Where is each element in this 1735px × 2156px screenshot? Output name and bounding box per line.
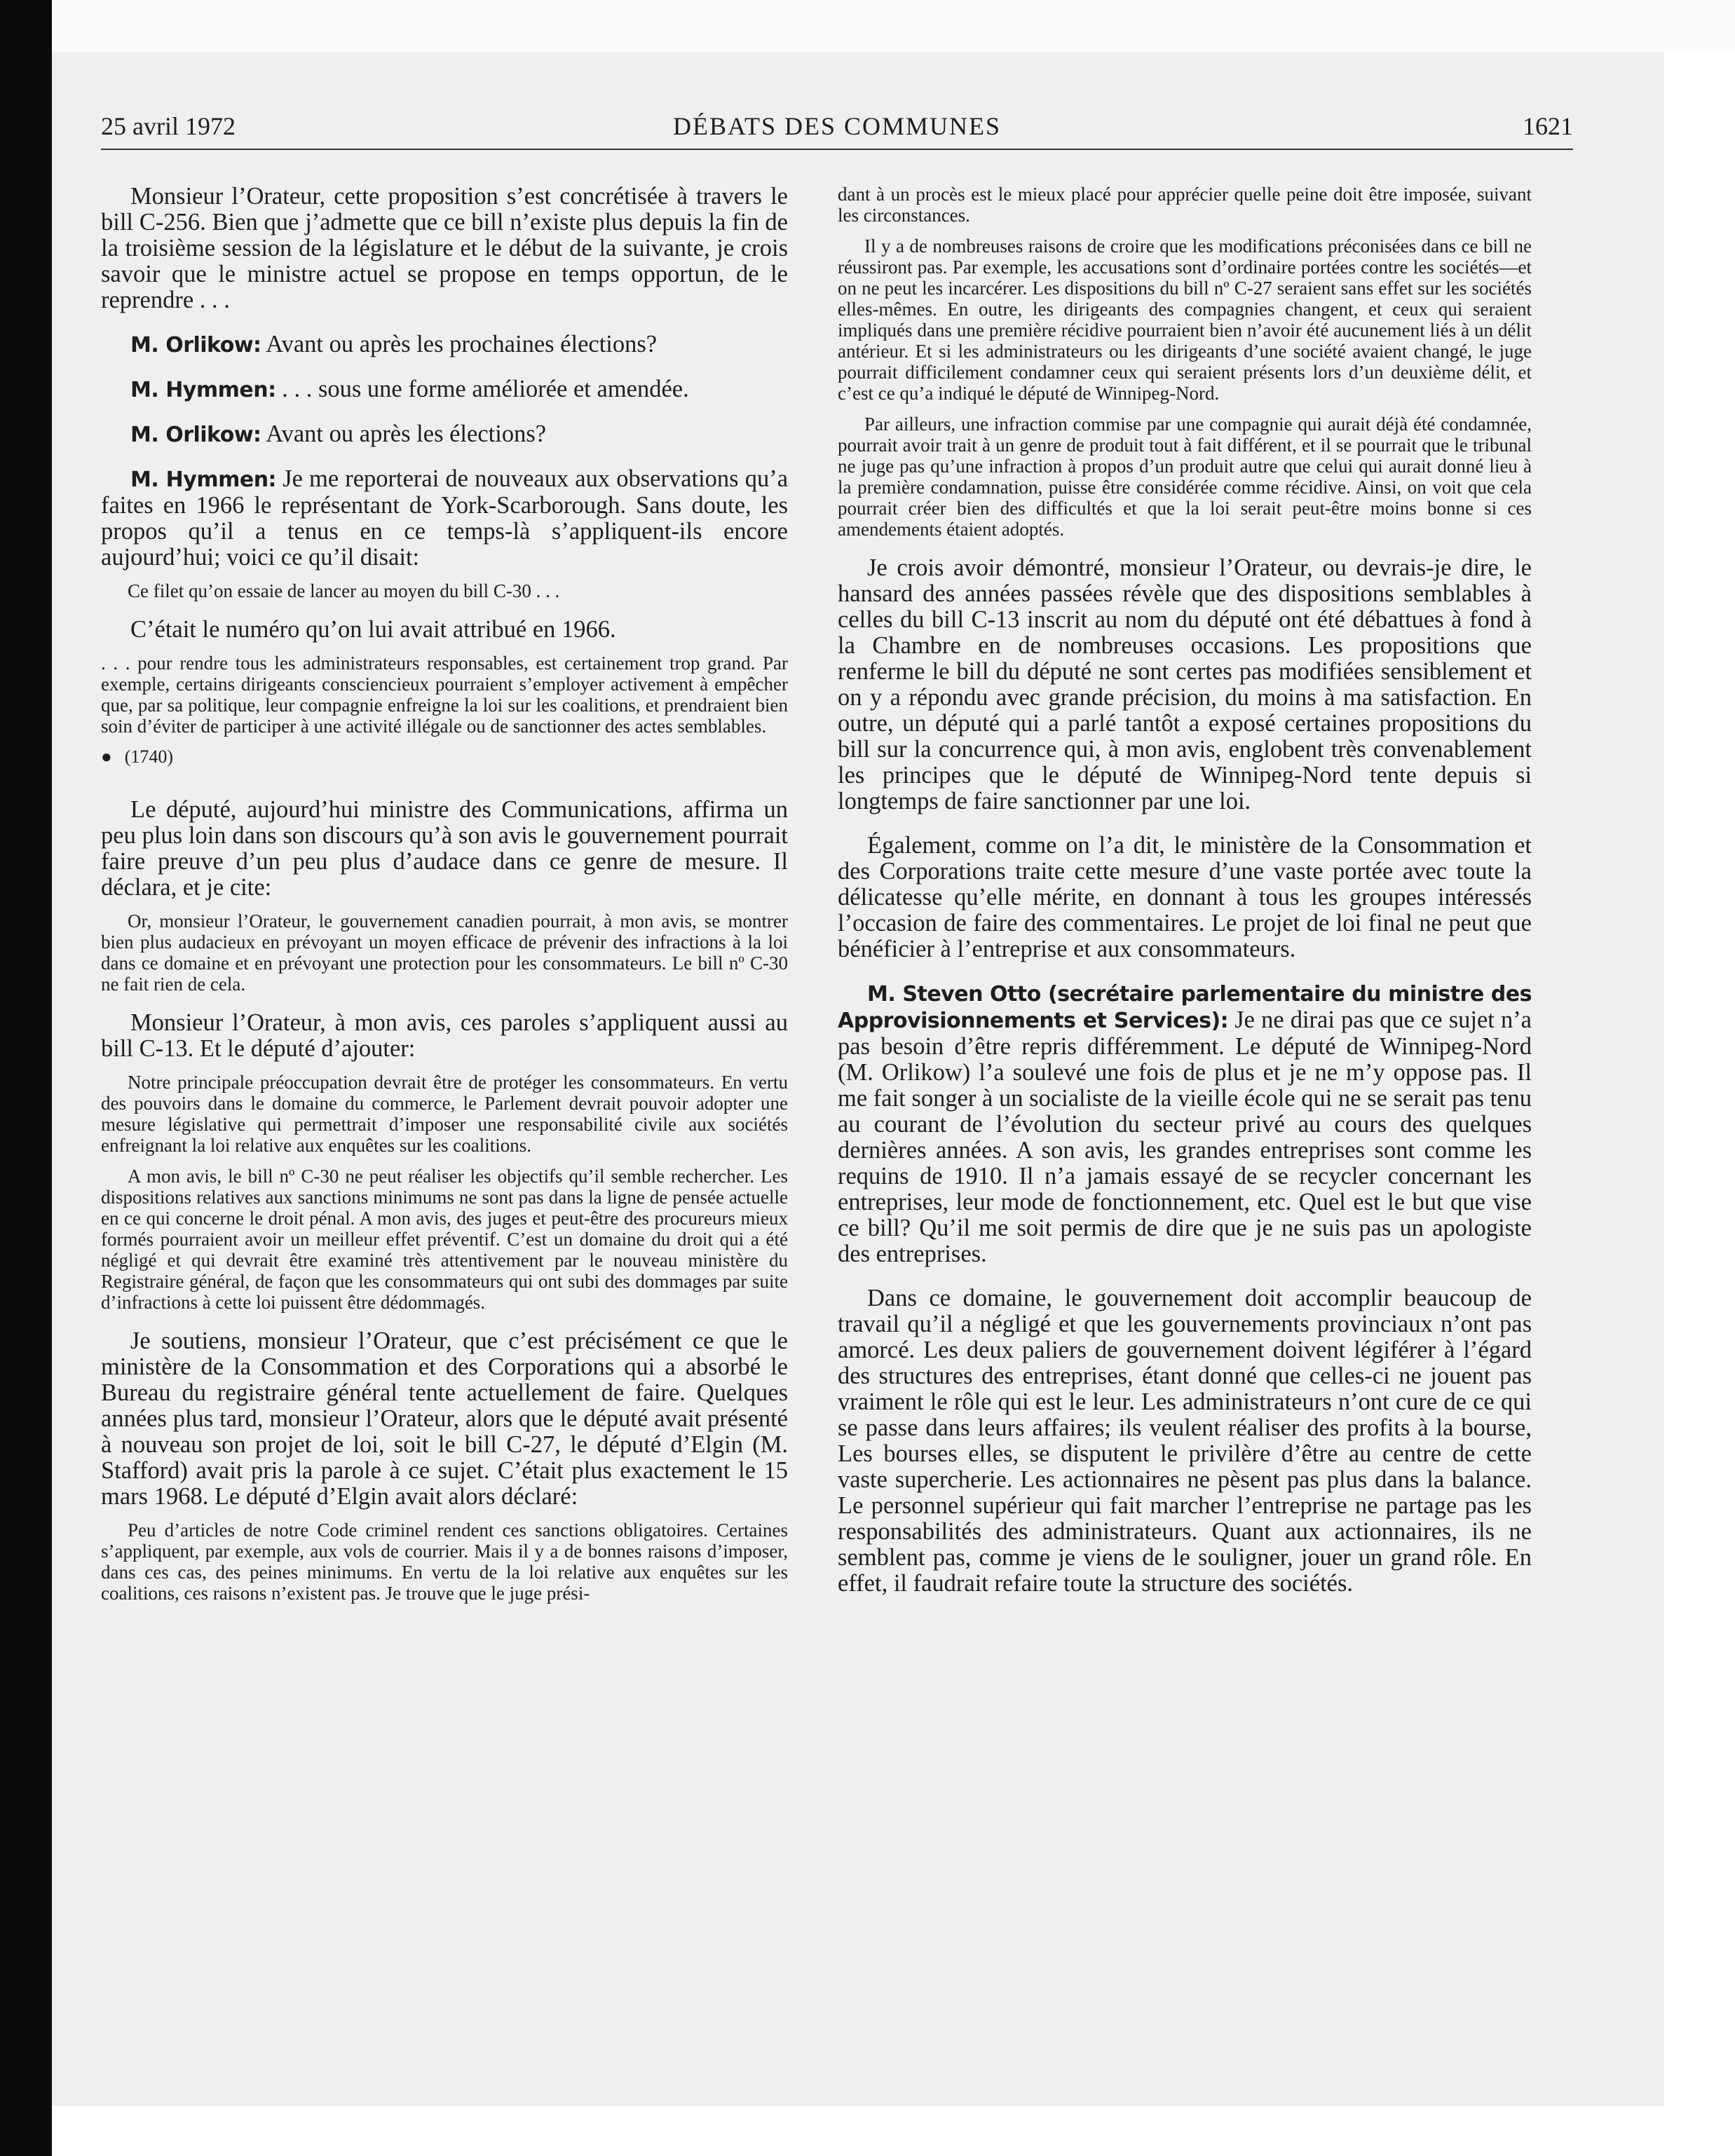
- quotation: Notre principale préoccupation devrait être de protéger les consommateurs. En vertu des pouvoirs dans le domaine du commerce, le Parlement devrait pouvoir adopter une mesure législative qui permettrait d’imposer une responsabilité civile aux sociétés enfreignant la loi relative aux enquêtes sur les coalitions.: [101, 1072, 788, 1156]
- quotation: . . . pour rendre tous les administrateurs responsables, est certainement trop grand. Par exemple, certains dirigeants consciencieux pourraient s’employer activement à empêcher que, par sa politique, leur compagnie enfreigne la loi sur les coalitions, et prendraient bien soin d’éviter de participer à une activité illégale ou de sanctionner des actes semblables.: [101, 653, 788, 737]
- quotation: Or, monsieur l’Orateur, le gouvernement canadien pourrait, à mon avis, se montrer bien plus audacieux en prévoyant un moyen efficace de prévenir des infractions à la loi dans ce domaine et en prévoyant une protection pour les consommateurs. Le bill nº C-30 ne fait rien de cela.: [101, 910, 788, 995]
- bullet-icon: ●: [101, 746, 112, 767]
- quotation: Par ailleurs, une infraction commise par une compagnie qui aurait déjà été condamnée, pourrait avoir trait à un genre de produit tout à fait différent, et il se pourrait que le tribunal ne juge pas qu’une infraction à propos d’un produit autre que celui qui aurait donné lieu à la première condamnation, puisse être considérée comme récidive. Ainsi, on voit que cela pourrait créer bien des difficultés et que la loi serait peut-être moins bonne si ces amendements étaient adoptés.: [838, 414, 1532, 540]
- page-number: 1621: [1523, 112, 1573, 140]
- running-header: [101, 104, 1573, 149]
- speech: [838, 981, 1532, 1267]
- quotation: Peu d’articles de notre Code criminel rendent ces sanctions obligatoires. Certaines s’appliquent, par exemple, aux vols de courrier. Mais il y a de bonnes raisons d’imposer, dans ces cas, des peines minimums. En vertu de la loi relative aux enquêtes sur les coalitions, ces raisons n’existent pas. Je trouve que le juge prési-: [101, 1520, 788, 1604]
- quotation: dant à un procès est le mieux placé pour apprécier quelle peine doit être imposée, suivant les circonstances.: [838, 184, 1532, 226]
- time-marker: [101, 746, 788, 767]
- header-title: DÉBATS DES COMMUNES: [672, 112, 1002, 140]
- paragraph: Je soutiens, monsieur l’Orateur, que c’est précisément ce que le ministère de la Consommation et des Corporations qui a absorbé le Bureau du registraire général tente actuellement de faire. Quelques années plus tard, monsieur l’Orateur, alors que le député avait présenté à nouveau son projet de loi, soit le bill C-27, le député d’Elgin (M. Stafford) avait pris la parole à ce sujet. C’était plus exactement le 15 mars 1968. Le député d’Elgin avait alors déclaré:: [101, 1328, 788, 1510]
- paragraph: Dans ce domaine, le gouvernement doit accomplir beaucoup de travail qu’il a négligé et que les gouvernements provinciaux n’ont pas amorcé. Les deux paliers de gouvernement doivent légiférer à l’égard des structures des entreprises, étant donné que celles-ci ne jouent pas vraiment le rôle qui est le leur. Les administrateurs n’ont cure de ce qui se passe dans leurs affaires; ils veulent réaliser des profits à la bourse, Les bourses elles, se disputent le privilère d’être au centre de cette vaste supercherie. Les actionnaires ne pèsent pas plus dans la balance. Le personnel supérieur qui fait marcher l’entreprise ne partage pas les responsabilités des administrateurs. Quant aux actionnaires, ils ne semblent pas, comme je viens de le souligner, jouer un grand rôle. En effet, il faudrait refaire toute la structure des sociétés.: [838, 1285, 1532, 1597]
- header-rule: [101, 149, 1573, 150]
- speaker-name: M. Hymmen:: [130, 468, 277, 492]
- speaker-name: M. Steven Otto (secrétaire parlementaire du ministre des Approvisionnements et Services):: [838, 982, 1532, 1033]
- speaker-name: M. Orlikow:: [130, 333, 261, 357]
- left-column: [101, 184, 788, 1613]
- paragraph: Également, comme on l’a dit, le ministère de la Consommation et des Corporations traite cette mesure d’une vaste portée avec toute la délicatesse qu’elle mérite, en donnant à tous les groupes intéressés l’occasion de faire des commentaires. Le projet de loi final ne peut que bénéficier à l’entreprise et aux consommateurs.: [838, 832, 1532, 962]
- speech: [101, 332, 788, 358]
- time-stamp: (1740): [124, 746, 174, 767]
- scan-border: [0, 0, 52, 2156]
- speaker-name: M. Orlikow:: [130, 423, 261, 447]
- speech-text: Avant ou après les prochaines élections?: [261, 331, 658, 357]
- header-date: 25 avril 1972: [101, 112, 236, 140]
- speech-text: Je me reporterai de nouveaux aux observations qu’a faites en 1966 le représentant de York-Scarborough. Sans doute, les propos qu’il a tenus en ce temps-là s’appliquent-ils encore aujourd’hui; voici ce qu’il disait:: [101, 465, 789, 571]
- paragraph: Monsieur l’Orateur, à mon avis, ces paroles s’appliquent aussi au bill C-13. Et le député d’ajouter:: [101, 1009, 788, 1062]
- speech: [101, 466, 788, 571]
- paragraph: C’était le numéro qu’on lui avait attribué en 1966.: [130, 616, 616, 643]
- speech: [101, 421, 788, 448]
- paragraph: Je crois avoir démontré, monsieur l’Orateur, ou devrais-je dire, le hansard des années passées révèle que des dispositions semblables à celles du bill C-13 inscrit au nom du député ont été débattues à fond à la Chambre en de nombreuses occasions. Les propositions que renferme le bill du député ne sont certes pas modifiées sensiblement et on y a répondu avec grande précision, du moins à ma satisfaction. En outre, un député qui a parlé tantôt a exposé certaines propositions du bill sur la concurrence qui, à mon avis, englobent très convenablement les principes que le député de Winnipeg-Nord tente depuis si longtemps de faire sanctionner par une loi.: [838, 554, 1532, 814]
- quotation: A mon avis, le bill nº C-30 ne peut réaliser les objectifs qu’il semble rechercher. Les dispositions relatives aux sanctions minimums ne sont pas dans la ligne de pensée actuelle en ce qui concerne le droit pénal. A mon avis, des juges et peut-être des procureurs mieux formés pourraient avoir un meilleur effet préventif. C’est un domaine du droit qui a été négligé et qui devrait être examiné très attentivement par le nouveau ministère du Registraire général, de façon que les consommateurs qui ont subi des dommages par suite d’infractions à cette loi puissent être dédommagés.: [101, 1166, 788, 1313]
- quotation: Ce filet qu’on essaie de lancer au moyen du bill C-30 . . .: [128, 580, 560, 601]
- scan-margin: [52, 0, 1735, 52]
- speech-text: . . . sous une forme améliorée et amendée.: [275, 376, 689, 402]
- paragraph: Monsieur l’Orateur, cette proposition s’est concrétisée à travers le bill C-256. Bien que j’admette que ce bill n’existe plus depuis la fin de la troisième session de la législature et le début de la suivante, je crois savoir que le ministre actuel se propose en temps opportun, de le reprendre . . .: [101, 183, 788, 313]
- paragraph: Le député, aujourd’hui ministre des Communications, affirma un peu plus loin dans son discours qu’à son avis le gouvernement pourrait faire preuve d’un peu plus d’audace dans ce genre de mesure. Il déclara, et je cite:: [101, 796, 788, 901]
- speech-text: Avant ou après les élections?: [261, 421, 547, 447]
- speech-text: Je ne dirai pas que ce sujet n’a pas besoin d’être repris différemment. Le député de Winnipeg-Nord (M. Orlikow) l’a soulevé une fois de plus et je ne m’y oppose pas. Il me fait songer à un socialiste de la vieille école qui ne se serait pas tenu au courant de l’évolution du secteur privé au cours des quelques dernières années. A son avis, les grandes entreprises sont comme les requins de 1910. Il n’a jamais essayé de se recycler concernant les entreprises, leur mode de fonctionnement, etc. Quel est le but que vise ce bill? Qu’il me soit permis de dire que je ne suis pas un apologiste des entreprises.: [838, 1007, 1532, 1267]
- quotation: Il y a de nombreuses raisons de croire que les modifications préconisées dans ce bill ne réussiront pas. Par exemple, les accusations sont d’ordinaire portées contre les sociétés—et on ne peut les incarcérer. Les dispositions du bill nº C-27 seraient sans effet sur les sociétés elles-mêmes. En outre, les dirigeants des compagnies changent, et ceux qui seraient impliqués dans une première récidive pourraient bien n’avoir été aucunement liés à un délit antérieur. Et si les administrateurs ou les dirigeants d’une société avaient changé, le juge pourrait difficilement condamner ceux qui seraient présents lors d’un deuxième délit, et c’est ce qu’a indiqué le député de Winnipeg-Nord.: [838, 236, 1532, 404]
- speaker-name: M. Hymmen:: [130, 378, 276, 402]
- speech: [101, 376, 788, 403]
- right-column: [838, 184, 1532, 1615]
